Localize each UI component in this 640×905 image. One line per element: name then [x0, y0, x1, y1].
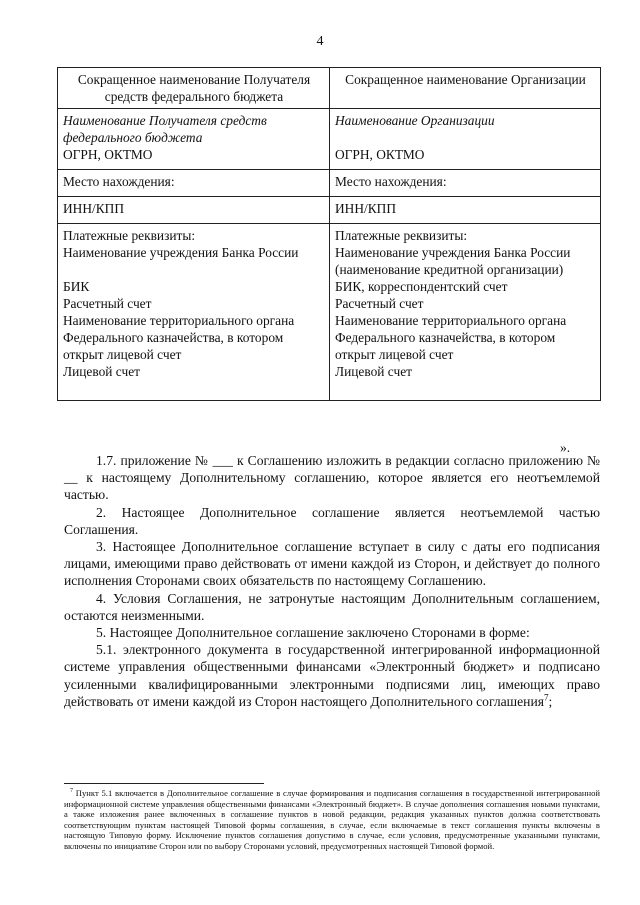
paragraph-5-1-text: 5.1. электронного документа в государственной интегрированной информационной системе управления общественными финансами «Электронный бюджет» и подписано усиленными квалифицированными электронными подписями лиц, имеющих право действовать от имени каждой из Сторон настоящего Дополнительного соглашения	[64, 642, 600, 709]
organization-name: Наименование Организации	[335, 113, 495, 128]
header-recipient: Сокращенное наименование Получателя средств федерального бюджета	[58, 68, 330, 109]
table-row-inn	[58, 197, 601, 224]
organization-ogrn: ОГРН, ОКТМО	[335, 147, 425, 162]
organization-treasury: Наименование территориального органа Федерального казначейства, в котором открыт лицевой счет	[335, 313, 567, 362]
paragraph-4: 4. Условия Соглашения, не затронутые настоящим Дополнительным соглашением, остаются неизменными.	[64, 590, 600, 623]
footnote	[64, 788, 600, 852]
paragraph-5-1-end: ;	[548, 693, 553, 709]
footnote-mark: 7	[70, 788, 73, 795]
footnote-divider	[64, 783, 264, 784]
header-organization: Сокращенное наименование Организации	[330, 68, 601, 109]
organization-location: Место нахождения:	[330, 170, 601, 197]
table-row-location	[58, 170, 601, 197]
organization-name-cell	[330, 109, 601, 170]
footnote-reference: 7	[543, 692, 549, 703]
organization-personal-account: Лицевой счет	[335, 364, 413, 379]
organization-bank-name: Наименование учреждения Банка России (наименование кредитной организации)	[335, 245, 571, 277]
organization-payment-cell	[330, 224, 601, 401]
paragraph-1-7: 1.7. приложение № ___ к Соглашению изложить в редакции согласно приложению № __ к настоящему Дополнительному соглашению, которое является его неотъемлемой частью.	[64, 453, 600, 503]
organization-payment-title: Платежные реквизиты:	[335, 228, 468, 243]
page-number: 4	[316, 34, 324, 49]
table-row-name	[58, 109, 601, 170]
paragraph-5: 5. Настоящее Дополнительное соглашение заключено Сторонами в форме:	[96, 625, 530, 641]
recipient-account: Расчетный счет	[63, 296, 152, 311]
recipient-bik: БИК	[63, 279, 90, 294]
agreement-body	[64, 452, 600, 710]
recipient-inn: ИНН/КПП	[58, 197, 330, 224]
recipient-payment-cell	[58, 224, 330, 401]
recipient-bank-name: Наименование учреждения Банка России	[63, 245, 299, 260]
footnote-text: Пункт 5.1 включается в Дополнительное соглашение в случае формирования и подписания соглашения в государственной интегрированной информационной системе управления общественными финансами «Электронный бюджет». В случае дополнения соглашения новыми пунктами, а также изложения ранее включенных в соглашение пунктов в новой редакции, редакция указанных пунктов должна соответствовать соответствующим пунктам настоящей Типовой формы соглашения, в случае, если включаемые в текст соглашения пункты включены в настоящую Типовую форму. Исключение пунктов соглашения допустимо в случае, если условия, предусмотренные указанными пунктами, включены по инициативе Сторон или по выбору Сторонами условий, предусмотренных настоящей Типовой формой.	[64, 788, 600, 851]
recipient-payment-title: Платежные реквизиты:	[63, 228, 196, 243]
recipient-ogrn: ОГРН, ОКТМО	[63, 147, 153, 162]
organization-inn: ИНН/КПП	[330, 197, 601, 224]
paragraph-2: 2. Настоящее Дополнительное соглашение является неотъемлемой частью Соглашения.	[64, 504, 600, 537]
recipient-name: Наименование Получателя средств федерального бюджета	[63, 113, 267, 145]
recipient-personal-account: Лицевой счет	[63, 364, 141, 379]
organization-bik: БИК, корреспондентский счет	[335, 279, 508, 294]
requisites-table	[57, 67, 601, 401]
recipient-name-cell	[58, 109, 330, 170]
recipient-location: Место нахождения:	[58, 170, 330, 197]
paragraph-3: 3. Настоящее Дополнительное соглашение вступает в силу с даты его подписания лицами, имеющими право действовать от имени каждой из Сторон, и действует до полного исполнения Сторонами своих обязательств по настоящему Соглашению.	[64, 539, 600, 589]
recipient-treasury: Наименование территориального органа Федерального казначейства, в котором открыт лицевой счет	[63, 313, 295, 362]
paragraph-5-1	[64, 641, 600, 710]
table-header-row	[58, 68, 601, 109]
closing-quote: ».	[560, 440, 571, 455]
table-row-payment	[58, 224, 601, 401]
organization-account: Расчетный счет	[335, 296, 424, 311]
